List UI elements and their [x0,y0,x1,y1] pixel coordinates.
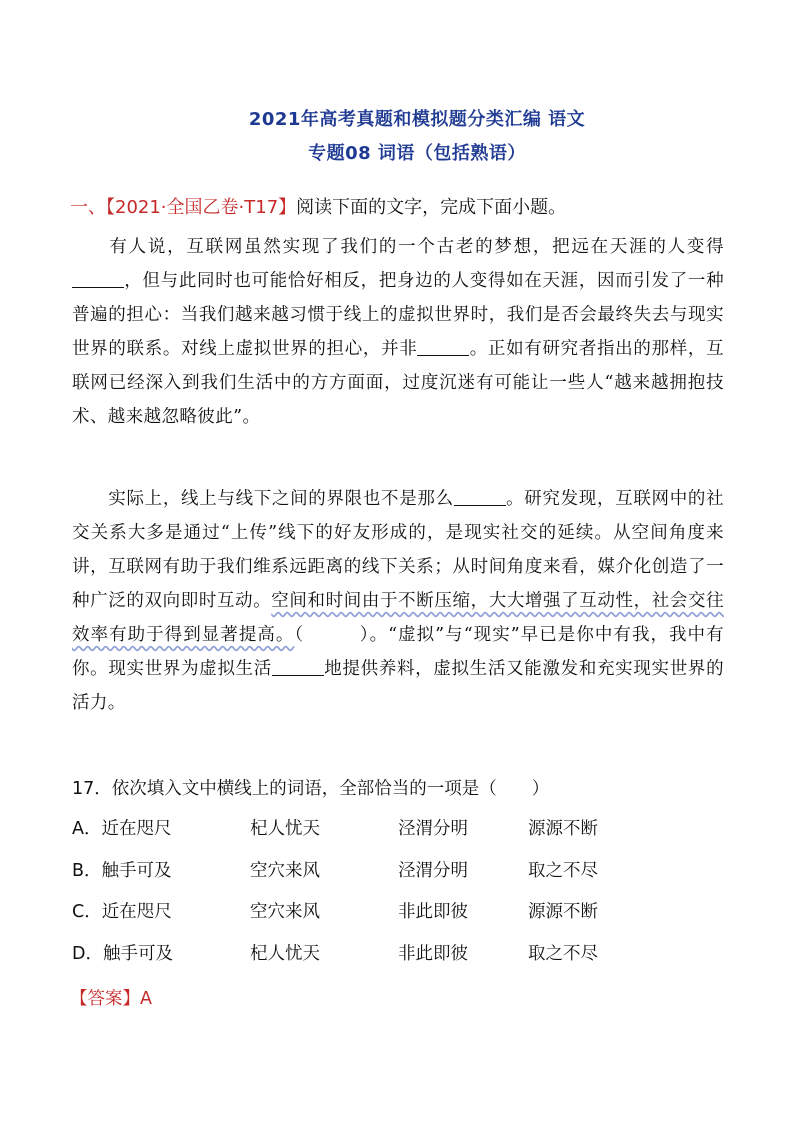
passage-paragraph-1 [72,230,724,434]
wavy-underlined-sentence: 空间和时间由于不断压缩，大大增强了互动性，社会交往效率有助于得到显著提高。 [72,591,725,645]
option-word: 取之不尽 [528,943,598,964]
option-word: 空穴来风 [250,860,320,881]
fill-blank [417,337,469,356]
option-word: 空穴来风 [250,902,320,922]
option-label: A．近在咫尺 [72,819,172,839]
passage-text: 实际上，线上与线下之间的界限也不是那么 [108,489,454,509]
option-word: 泾渭分明 [398,860,468,881]
option-label: C．近在咫尺 [72,902,172,922]
option-word: 取之不尽 [528,860,598,881]
option-word: 源源不断 [528,819,598,839]
option-d [72,940,732,982]
fill-blank [72,269,124,288]
fill-blank [272,657,324,676]
option-label: D．触手可及 [72,943,173,964]
option-label: B．触手可及 [72,860,172,881]
document-title: 2021年高考真题和模拟题分类汇编 语文 [248,109,586,130]
document-subtitle: 专题08 词语（包括熟语） [308,143,526,164]
passage-text: 。正如有研究者指出的那样，互联网已经深入到我们生活中的方方面面，过度沉迷有可能让一些人“越来越拥抱技术、越来越忽略彼此”。 [72,339,724,427]
question-stem: 17．依次填入文中横线上的词语，全部恰当的一项是（ ） [72,779,550,799]
passage-paragraph-2 [72,482,724,720]
passage-text: （ ）。“虚拟”与“现实”早已是你中有我，我中有你。现实世界为虚拟生活 [72,625,724,679]
answer-options [72,815,732,981]
passage-text: 。研究发现，互联网中的社交关系大多是通过“上传”线下的好友形成的，是现实社交的延续。从空间角度来讲，互联网有助于我们维系远距离的线下关系；从时间角度来看，媒介化创造了一种广泛的双向即时互动。 [72,489,724,611]
option-word: 源源不断 [528,902,598,922]
option-word: 杞人忧天 [250,819,320,839]
option-a [72,815,732,857]
passage-text: 有人说，互联网虽然实现了我们的一个古老的梦想，把远在天涯的人变得 [108,237,724,257]
option-c [72,898,732,940]
section-heading [70,193,566,219]
option-word: 杞人忧天 [250,943,320,964]
passage-text: ，但与此同时也可能恰好相反，把身边的人变得如在天涯，因而引发了一种普遍的担心：当我们越来越习惯于线上的虚拟世界时，我们是否会最终失去与现实世界的联系。对线上虚拟世界的担心，并非 [72,271,724,359]
option-word: 泾渭分明 [398,819,468,839]
option-word: 非此即彼 [398,902,468,922]
section-instruction: 阅读下面的文字，完成下面小题。 [296,197,567,218]
fill-blank [454,487,506,506]
passage-text: 地提供养料，虚拟生活又能激发和充实现实世界的活力。 [72,659,724,713]
section-number: 一、 [70,197,106,218]
option-word: 非此即彼 [398,943,468,964]
exam-source: 【2021·全国乙卷·T17】 [106,197,297,218]
option-b [72,857,732,899]
answer-key: 【答案】A [70,989,152,1009]
